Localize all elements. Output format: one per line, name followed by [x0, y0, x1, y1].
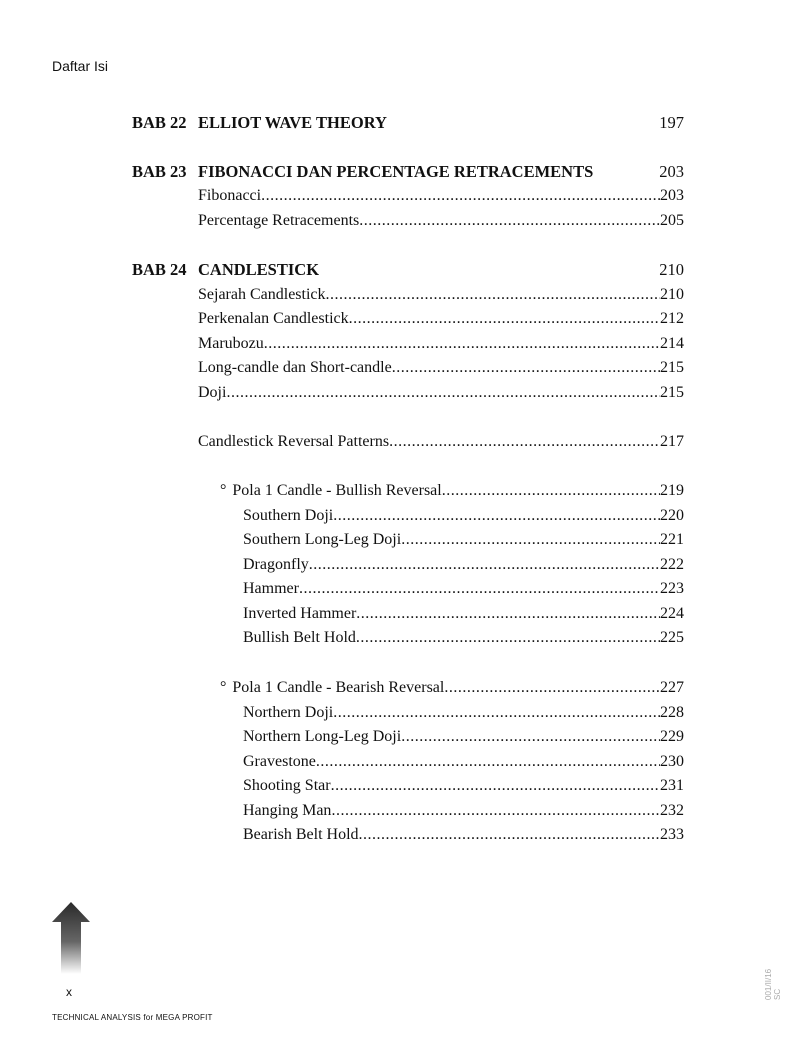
- dot-leader: [299, 578, 660, 600]
- toc-entry[interactable]: [243, 627, 684, 649]
- bullet-icon: °: [220, 679, 227, 696]
- toc-entry[interactable]: [243, 529, 684, 551]
- chapter-page: 203: [659, 162, 684, 181]
- dot-leader: [359, 210, 660, 232]
- entry-label: Northern Doji: [243, 704, 334, 721]
- entry-label: Gravestone: [243, 753, 316, 770]
- entry-label: Hanging Man: [243, 802, 332, 819]
- entry-page: 232: [660, 802, 684, 819]
- entry-label: Doji: [198, 384, 227, 401]
- dot-leader: [359, 824, 660, 846]
- chapter-number: BAB 22: [132, 113, 187, 132]
- dot-leader: [326, 284, 660, 306]
- entry-page: 210: [660, 286, 684, 303]
- entry-label: Bullish Belt Hold: [243, 629, 356, 646]
- dot-leader: [392, 357, 660, 379]
- entry-page: 229: [660, 728, 684, 745]
- entry-label: Pola 1 Candle - Bearish Reversal: [232, 679, 445, 696]
- toc-entry[interactable]: [243, 554, 684, 576]
- toc-entry[interactable]: [198, 357, 684, 379]
- entry-label: Pola 1 Candle - Bullish Reversal: [232, 482, 442, 499]
- entry-label: Hammer: [243, 580, 299, 597]
- entry-label: Sejarah Candlestick: [198, 286, 326, 303]
- toc-entry[interactable]: [243, 726, 684, 748]
- dot-leader: [333, 702, 660, 724]
- entry-label: Southern Long-Leg Doji: [243, 531, 402, 548]
- chapter-page: 197: [659, 113, 684, 132]
- toc-entry[interactable]: [198, 308, 684, 330]
- dot-leader: [356, 627, 660, 649]
- entry-page: 203: [660, 187, 684, 204]
- dot-leader: [331, 800, 660, 822]
- toc-entry[interactable]: [243, 702, 684, 724]
- toc-entry[interactable]: [243, 775, 684, 797]
- entry-page: 205: [660, 212, 684, 229]
- toc-entry[interactable]: [243, 824, 684, 846]
- chapter-title: ELLIOT WAVE THEORY: [198, 113, 387, 132]
- page-number: x: [66, 985, 72, 999]
- dot-leader: [356, 603, 660, 625]
- entry-page: 231: [660, 777, 684, 794]
- toc-entry[interactable]: [198, 431, 684, 453]
- toc-subsection[interactable]: [220, 677, 684, 699]
- chapter-title: FIBONACCI DAN PERCENTAGE RETRACEMENTS: [198, 162, 594, 181]
- dot-leader: [331, 775, 660, 797]
- toc-chapter[interactable]: [132, 112, 684, 134]
- chapter-number: BAB 24: [132, 260, 187, 279]
- toc-subsection[interactable]: [220, 480, 684, 502]
- entry-page: 230: [660, 753, 684, 770]
- entry-label: Candlestick Reversal Patterns: [198, 433, 390, 450]
- entry-label: Northern Long-Leg Doji: [243, 728, 402, 745]
- dot-leader: [226, 382, 660, 404]
- entry-label: Shooting Star: [243, 777, 331, 794]
- entry-page: 215: [660, 359, 684, 376]
- dot-leader: [264, 333, 660, 355]
- entry-label: Dragonfly: [243, 556, 309, 573]
- toc-entry[interactable]: [243, 751, 684, 773]
- dot-leader: [389, 431, 660, 453]
- dot-leader: [333, 505, 660, 527]
- dot-leader: [309, 554, 660, 576]
- toc-entry[interactable]: [243, 603, 684, 625]
- toc-entry[interactable]: [198, 382, 684, 404]
- entry-label: Southern Doji: [243, 507, 334, 524]
- entry-page: 217: [660, 433, 684, 450]
- toc-entry[interactable]: [198, 333, 684, 355]
- dot-leader: [316, 751, 660, 773]
- dot-leader: [444, 677, 660, 699]
- entry-page: 212: [660, 310, 684, 327]
- chapter-page: 210: [659, 260, 684, 279]
- toc-entry[interactable]: [198, 284, 684, 306]
- entry-label: Inverted Hammer: [243, 605, 357, 622]
- entry-page: 228: [660, 704, 684, 721]
- entry-label: Long-candle dan Short-candle: [198, 359, 392, 376]
- entry-page: 215: [660, 384, 684, 401]
- entry-page: 225: [660, 629, 684, 646]
- entry-page: 223: [660, 580, 684, 597]
- entry-label: Fibonacci: [198, 187, 262, 204]
- toc-entry[interactable]: [243, 578, 684, 600]
- entry-label: Perkenalan Candlestick: [198, 310, 349, 327]
- toc-chapter[interactable]: [132, 259, 684, 281]
- dot-leader: [401, 726, 660, 748]
- running-footer: TECHNICAL ANALYSIS for MEGA PROFIT: [52, 1013, 213, 1022]
- entry-label: Marubozu: [198, 335, 264, 352]
- entry-page: 214: [660, 335, 684, 352]
- toc-chapter[interactable]: [132, 161, 684, 183]
- entry-page: 220: [660, 507, 684, 524]
- entry-label: Percentage Retracements: [198, 212, 360, 229]
- entry-page: 224: [660, 605, 684, 622]
- bullet-icon: °: [220, 482, 227, 499]
- dot-leader: [401, 529, 660, 551]
- page-header: Daftar Isi: [52, 58, 109, 74]
- toc-entry[interactable]: [198, 210, 684, 232]
- toc-entry[interactable]: [243, 800, 684, 822]
- dot-leader: [261, 185, 660, 207]
- dot-leader: [442, 480, 660, 502]
- entry-page: 219: [660, 482, 684, 499]
- chapter-title: CANDLESTICK: [198, 260, 320, 279]
- toc-entry[interactable]: [198, 185, 684, 207]
- entry-page: 233: [660, 826, 684, 843]
- entry-label: Bearish Belt Hold: [243, 826, 359, 843]
- entry-page: 222: [660, 556, 684, 573]
- entry-page: 221: [660, 531, 684, 548]
- side-code: 001/II/16 SC: [764, 968, 782, 1000]
- entry-page: 227: [660, 679, 684, 696]
- chapter-number: BAB 23: [132, 162, 187, 181]
- up-arrow-icon[interactable]: [51, 902, 91, 979]
- toc-entry[interactable]: [243, 505, 684, 527]
- dot-leader: [349, 308, 660, 330]
